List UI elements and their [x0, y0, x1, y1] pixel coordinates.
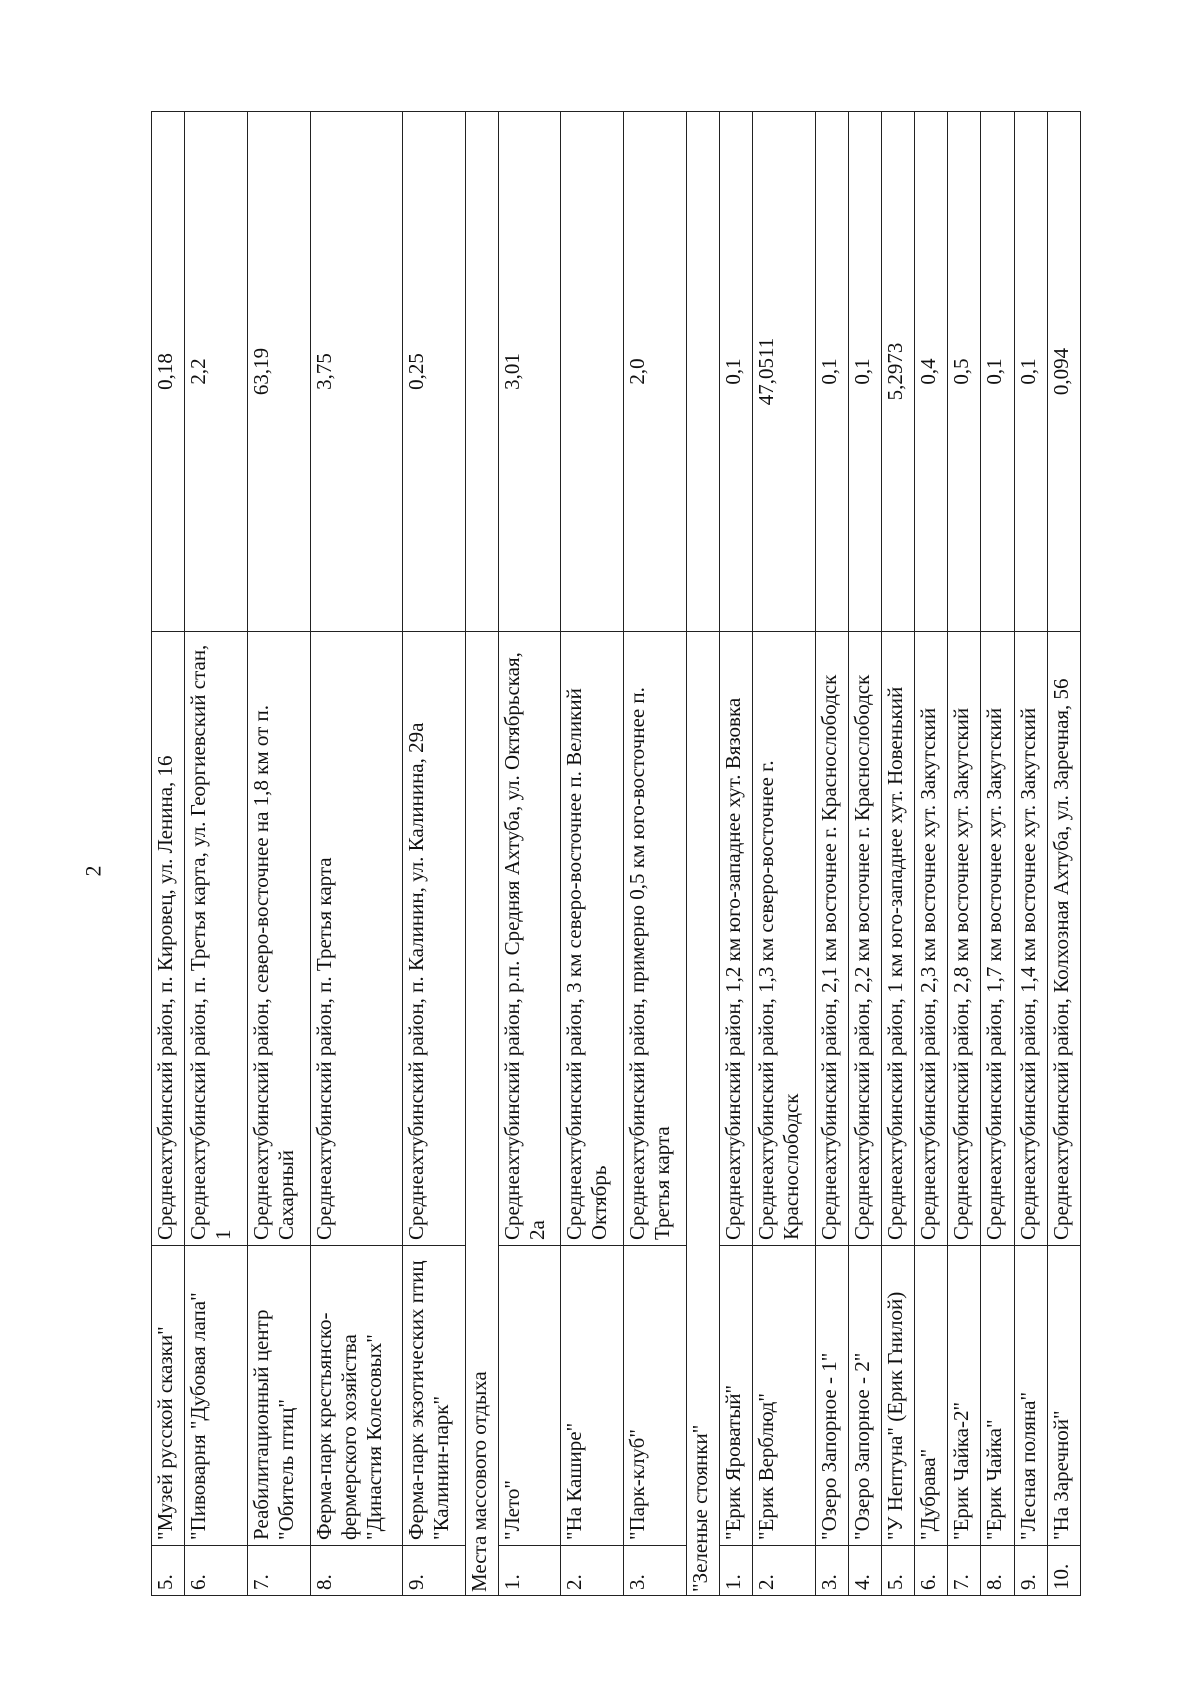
section-empty-cell	[465, 112, 498, 632]
object-name: "У Нептуна" (Ерик Гнилой)	[882, 1246, 915, 1546]
row-number: 3.	[624, 1546, 687, 1596]
places-table-body	[152, 112, 1081, 1596]
object-name: "На Каширe"	[561, 1246, 624, 1546]
object-area: 0,5	[948, 112, 981, 632]
table-row	[915, 112, 948, 1596]
object-name: Ферма-парк экзотических птиц "Калинин-парк"	[402, 1246, 465, 1546]
table-row	[402, 112, 465, 1596]
object-area: 3,75	[310, 112, 402, 632]
object-name: Реабилитационный центр "Обитель птиц"	[247, 1246, 310, 1546]
row-number: 5.	[882, 1546, 915, 1596]
object-name: "Лесная поляна"	[1014, 1246, 1047, 1546]
object-area: 0,25	[402, 112, 465, 632]
object-area	[561, 112, 624, 632]
page-number: 2	[80, 865, 106, 877]
table-row	[882, 112, 915, 1596]
object-area: 0,1	[719, 112, 752, 632]
object-name: "Музей русской сказки"	[152, 1246, 185, 1546]
object-area: 47,0511	[753, 112, 816, 632]
table-row	[247, 112, 310, 1596]
object-address: Среднеахтубинский район, п. Калинин, ул. Калинина, 29а	[402, 632, 465, 1246]
object-address: Среднеахтубинский район, 2,3 км восточнее хут. Закутский	[915, 632, 948, 1246]
object-address: Среднеахтубинский район, п. Кировец, ул. Ленина, 16	[152, 632, 185, 1246]
object-address: Среднеахтубинский район, р.п. Средняя Ахтуба, ул. Октябрьская, 2а	[498, 632, 561, 1246]
object-name: "Ерик Яроватый"	[719, 1246, 752, 1546]
table-row	[185, 112, 248, 1596]
object-name: "Озеро Запорное - 1"	[815, 1246, 848, 1546]
row-number: 4.	[848, 1546, 881, 1596]
object-area: 2,2	[185, 112, 248, 632]
row-number: 8.	[981, 1546, 1014, 1596]
object-name: "Озеро Запорное - 2"	[848, 1246, 881, 1546]
section-empty-cell	[686, 112, 719, 632]
table-row	[753, 112, 816, 1596]
object-area: 0,1	[815, 112, 848, 632]
object-area: 0,1	[848, 112, 881, 632]
object-name: "На Заречной"	[1047, 1246, 1080, 1546]
row-number: 9.	[1014, 1546, 1047, 1596]
object-name: Ферма-парк крестьянско-фермерского хозяйства "Династия Колесовых"	[310, 1246, 402, 1546]
row-number: 7.	[948, 1546, 981, 1596]
table-row	[310, 112, 402, 1596]
object-address: Среднеахтубинский район, п. Третья карта	[310, 632, 402, 1246]
table-row	[561, 112, 624, 1596]
table-row	[1014, 112, 1047, 1596]
row-number: 9.	[402, 1546, 465, 1596]
table-row	[719, 112, 752, 1596]
row-number: 2.	[561, 1546, 624, 1596]
object-name: "Парк-клуб"	[624, 1246, 687, 1546]
row-number: 3.	[815, 1546, 848, 1596]
object-address: Среднеахтубинский район, 1,3 км северо-восточнее г. Краснослободск	[753, 632, 816, 1246]
object-address: Среднеахтубинский район, 1,4 км восточнее хут. Закутский	[1014, 632, 1047, 1246]
object-address: Среднеахтубинский район, 2,1 км восточнее г. Краснослободск	[815, 632, 848, 1246]
row-number: 1.	[719, 1546, 752, 1596]
object-address: Среднеахтубинский район, 2,2 км восточнее г. Краснослободск	[848, 632, 881, 1246]
table-row	[815, 112, 848, 1596]
table-row	[948, 112, 981, 1596]
row-number: 8.	[310, 1546, 402, 1596]
object-address: Среднеахтубинский район, 1,7 км восточнее хут. Закутский	[981, 632, 1014, 1246]
object-area: 0,4	[915, 112, 948, 632]
object-address: Среднеахтубинский район, п. Третья карта, ул. Георгиевский стан, 1	[185, 632, 248, 1246]
section-title: "Зеленые стоянки"	[686, 632, 719, 1596]
row-number: 6.	[915, 1546, 948, 1596]
row-number: 6.	[185, 1546, 248, 1596]
object-name: "Дубрава"	[915, 1246, 948, 1546]
row-number: 1.	[498, 1546, 561, 1596]
object-area: 63,19	[247, 112, 310, 632]
object-area: 0,094	[1047, 112, 1080, 632]
object-address: Среднеахтубинский район, примерно 0,5 км юго-восточнее п. Третья карта	[624, 632, 687, 1246]
object-name: "Ерик Чайка"	[981, 1246, 1014, 1546]
table-row	[848, 112, 881, 1596]
object-area: 3,01	[498, 112, 561, 632]
table-row	[498, 112, 561, 1596]
table-row	[981, 112, 1014, 1596]
object-address: Среднеахтубинский район, северо-восточнее на 1,8 км от п. Сахарный	[247, 632, 310, 1246]
object-address: Среднеахтубинский район, 2,8 км восточнее хут. Закутский	[948, 632, 981, 1246]
section-row	[465, 112, 498, 1596]
object-name: "Лето"	[498, 1246, 561, 1546]
object-name: "Ерик Верблюд"	[753, 1246, 816, 1546]
table-row	[1047, 112, 1080, 1596]
object-name: "Пивоварня "Дубовая лапа"	[185, 1246, 248, 1546]
object-area: 5,2973	[882, 112, 915, 632]
object-area: 0,1	[1014, 112, 1047, 632]
object-area: 2,0	[624, 112, 687, 632]
section-title: Места массового отдыха	[465, 632, 498, 1596]
object-address: Среднеахтубинский район, 3 км северо-восточнее п. Великий Октябрь	[561, 632, 624, 1246]
row-number: 2.	[753, 1546, 816, 1596]
rotated-table-container	[151, 112, 1081, 1596]
table-row	[624, 112, 687, 1596]
section-row	[686, 112, 719, 1596]
object-area: 0,1	[981, 112, 1014, 632]
object-name: "Ерик Чайка-2"	[948, 1246, 981, 1546]
object-address: Среднеахтубинский район, 1,2 км юго-западнее хут. Вязовка	[719, 632, 752, 1246]
object-area: 0,18	[152, 112, 185, 632]
table-row	[152, 112, 185, 1596]
row-number: 10.	[1047, 1546, 1080, 1596]
row-number: 5.	[152, 1546, 185, 1596]
object-address: Среднеахтубинский район, Колхозная Ахтуба, ул. Заречная, 56	[1047, 632, 1080, 1246]
object-address: Среднеахтубинский район, 1 км юго-западнее хут. Новенький	[882, 632, 915, 1246]
places-table	[151, 111, 1081, 1596]
row-number: 7.	[247, 1546, 310, 1596]
